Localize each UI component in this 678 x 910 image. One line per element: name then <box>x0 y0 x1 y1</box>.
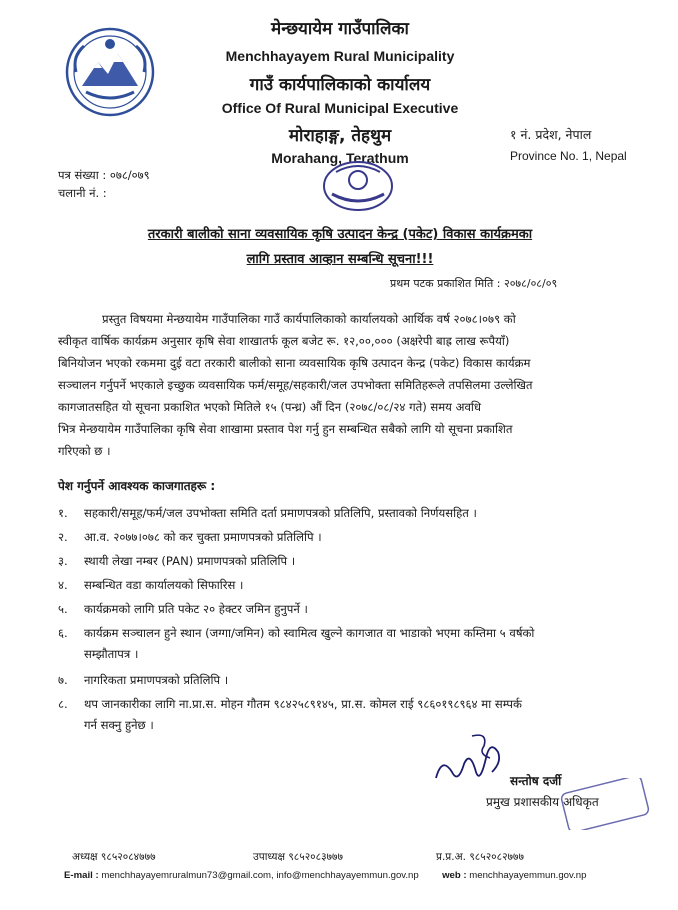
office-stamp <box>318 158 398 214</box>
list-item: ४. सम्बन्धित वडा कार्यालयको सिफारिस । <box>58 578 244 592</box>
list-item: ७. नागरिकता प्रमाणपत्रको प्रतिलिपि । <box>58 673 229 687</box>
email-label: E-mail : <box>64 870 99 881</box>
dispatch-number: चलानी नं. : <box>58 186 107 200</box>
body-line: स्वीकृत वार्षिक कार्यक्रम अनुसार कृषि सेवा शाखातर्फ कूल बजेट रू. १२,००,००० (अक्षरेपी बाह्र लाख रूपैयाँ) <box>58 334 510 348</box>
web-label: web : <box>442 870 467 881</box>
email-addresses[interactable]: menchhayayemruralmun73@gmail.com, info@menchhayayemmun.gov.np <box>101 870 419 881</box>
notice-body <box>58 308 638 462</box>
nepal-emblem-logo <box>64 26 156 118</box>
list-item: ८. थप जानकारीका लागि ना.प्रा.स. मोहन गौतम ९८४२५८९१४५, प्रा.स. कोमल राई ९८६०१९८९६४ मा सम्पर्क गर्न सक्नु हुनेछ । <box>58 697 522 732</box>
body-line: बिनियोजन भएको रकममा दुई वटा तरकारी बालीको साना व्यवसायिक कृषि उत्पादन केन्द्र (पकेट) विकास कार्यक्रम <box>58 356 531 370</box>
list-item: ३. स्थायी लेखा नम्बर (PAN) प्रमाणपत्रको प्रतिलिपि । <box>58 554 296 568</box>
place-name-np: मोराहाङ्ग, तेहथुम <box>288 126 392 146</box>
municipality-name-en: Menchhayayem Rural Municipality <box>225 48 455 64</box>
docs-heading: पेश गर्नुपर्ने आवश्यक काजगातहरू : <box>58 479 216 493</box>
list-item: ६. कार्यक्रम सञ्चालन हुने स्थान (जग्गा/जमिन) को स्वामित्व खुल्ने कागजात वा भाडाको भएमा कम्तिमा ५ वर्षको सम्झौतापत्र । <box>58 626 535 661</box>
footer-contact-line <box>64 870 586 881</box>
list-item: ५. कार्यक्रमको लागि प्रति पकेट २० हेक्टर जमिन हुनुपर्ने । <box>58 602 308 616</box>
signatory-title: प्रमुख प्रशासकीय अधिकृत <box>486 795 599 809</box>
body-line: प्रस्तुत विषयमा मेन्छयायेम गाउँपालिका गाउँ कार्यपालिकाको कार्यालयको आर्थिक वर्ष २०७८।०७९ को <box>102 312 516 326</box>
office-name-en: Office Of Rural Municipal Executive <box>221 100 459 116</box>
subject-line-2: लागि प्रस्ताव आव्हान सम्बन्धि सूचना!!! <box>246 252 434 267</box>
place-name-en: Morahang, Terathum <box>271 150 409 166</box>
province-en: Province No. 1, Nepal <box>510 149 627 163</box>
body-line: कागजातसहित यो सूचना प्रकाशित भएको मितिले १५ (पन्ध्र) औं दिन (२०७८/०८/२४ गते) समय अवधि <box>58 400 482 414</box>
list-item: १. सहकारी/समूह/फर्म/जल उपभोक्ता समिति दर्ता प्रमाणपत्रको प्रतिलिपि, प्रस्तावको निर्णयसहित । <box>58 506 477 520</box>
list-item: २. आ.व. २०७७।०७८ को कर चुक्ता प्रमाणपत्रको प्रतिलिपि । <box>58 530 322 544</box>
letter-number: पत्र संख्या : ०७८/०७९ <box>58 168 150 182</box>
body-line: सञ्चालन गर्नुपर्ने भएकाले इच्छुक व्यवसायिक फर्म/समूह/सहकारी/जल उपभोक्ता समितिहरूले तपसिलमा उल्लेखित <box>58 378 533 392</box>
footer-cao-phone: प्र.प्र.अ. ९८५२०८२७७७ <box>436 851 524 863</box>
footer-vice-chair-phone: उपाध्यक्ष ९८५२०८३७७७ <box>253 851 343 863</box>
publish-date: प्रथम पटक प्रकाशित मिति : २०७८/०८/०९ <box>390 277 558 290</box>
office-name-np: गाउँ कार्यपालिकाको कार्यालय <box>249 75 431 95</box>
province-np: १ नं. प्रदेश, नेपाल <box>510 127 592 142</box>
footer-chair-phone: अध्यक्ष ९८५२०८४७७७ <box>72 851 156 863</box>
body-line: भित्र मेन्छयायेम गाउँपालिका कृषि सेवा शाखामा प्रस्ताव पेश गर्नु हुन सम्बन्धित सबैको लागि यो सूचना प्रकाशित <box>58 422 513 436</box>
website-link[interactable]: menchhayayemmun.gov.np <box>469 870 587 881</box>
signatory-name: सन्तोष दर्जी <box>510 774 562 788</box>
municipality-name-np: मेन्छयायेम गाउँपालिका <box>271 19 409 39</box>
handwritten-signature <box>428 728 518 798</box>
body-line: गरिएको छ । <box>58 444 111 458</box>
subject-line-1: तरकारी बालीको साना व्यवसायिक कृषि उत्पादन केन्द्र (पकेट) विकास कार्यक्रमका <box>147 227 533 242</box>
